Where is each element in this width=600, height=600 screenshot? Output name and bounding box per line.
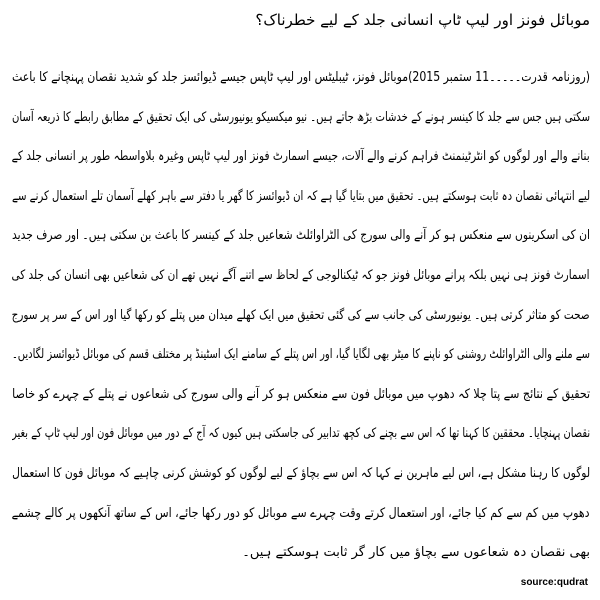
article-line-text: لیے انتہائی نقصان دہ ثابت ہوسکتے ہیں۔ تحقیق میں بتایا گیا ہے کہ ان ڈیوائسز کا گھر یا دفتر سے باہر کھلے آسمان تلے استعمال کرنے سے — [12, 188, 590, 204]
article-line — [12, 137, 590, 177]
article-line-text: تحقیق کے نتائج سے پتا چلا کہ دھوپ میں موبائل فون سے منعکس ہو کر آنے والی سورج کی شعاعوں نے پتلے کے چہرے کو خاصا — [12, 386, 590, 402]
article-line-text: بھی نقصان دہ شعاعوں سے بچاؤ میں کار گر ثابت ہوسکتے ہیں۔ — [242, 545, 590, 561]
article-line — [12, 414, 590, 454]
article-line-text: نقصان پہنچایا۔ محققین کا کہنا تھا کہ اس سے بچنے کی کچھ تدابیر کی جاسکتی ہیں کیوں کہ آج کے دور میں موبائل فون اور لیپ ٹاپ کے بغیر — [12, 426, 590, 442]
article-line — [12, 98, 590, 138]
article-title: موبائل فونز اور لیپ ٹاپ انسانی جلد کے لیے خطرناک؟ — [255, 11, 590, 29]
article-line — [12, 375, 590, 415]
article-body — [12, 58, 590, 573]
article-line-text: دھوپ میں کم سے کم کیا جائے، اور استعمال کرتے وقت چہرے سے موبائل کو دور رکھا جائے، اس کے ساتھ آنکھوں پر کالے چشمے — [12, 505, 590, 521]
source-credit: source:qudrat — [520, 577, 588, 588]
article-line — [12, 335, 590, 375]
article-line — [12, 177, 590, 217]
article-line-text: سے ملنے والی الٹراوائلٹ روشنی کو ناپنے کا میٹر بھی لگایا گیا، اور اس پتلے کے سامنے ایک اسٹینڈ پر مختلف قسم کی موبائل ڈیوائسز لگادیں۔ — [12, 347, 590, 363]
article-line-text: لوگوں کا رہنا مشکل ہے، اس لیے ماہرین نے کہا کہ اس سے بچاؤ کے لیے لوگوں کو کوشش کرنی چاہیے کہ موبائل فون کا استعمال — [12, 465, 590, 481]
article-line — [12, 256, 590, 296]
article-line-text: صحت کو متاثر کرتی ہیں۔ یونیورسٹی کی جانب سے کی گئی تحقیق میں ایک کھلے میدان میں پتلے کو رکھا گیا اور اس کے سر پر سورج — [12, 307, 590, 323]
article-line — [12, 296, 590, 336]
article-line-text: بنانے والے اور لوگوں کو انٹرٹینمنٹ فراہم کرنے والے آلات، جیسے اسمارٹ فونز اور لیپ ٹاپس وغیرہ بلاواسطہ طور پر انسانی جلد کے — [12, 149, 590, 165]
article-line — [12, 216, 590, 256]
article-line-text: ان کی اسکرینوں سے منعکس ہو کر آنے والی سورج کی الٹراوائلٹ شعاعیں جلد کے کینسر کا باعث بن سکتی ہیں۔ اور صرف جدید — [12, 228, 590, 244]
article-line — [12, 58, 590, 98]
article-line — [12, 533, 590, 573]
article-line-text: (روزنامہ قدرت۔۔۔۔۔11 ستمبر 2015)موبائل فونز، ٹیبلیٹس اور لیپ ٹاپس جیسے ڈیوائسز جلد کو شدید نقصان پہنچانے کا باعث — [12, 70, 590, 85]
article-line — [12, 494, 590, 534]
article-line — [12, 454, 590, 494]
article-line-text: اسمارٹ فونز ہی نہیں بلکہ پرانے موبائل فونز جو کہ ٹیکنالوجی کے لحاظ سے اتنے آگے نہیں تھے ان کی شعاعیں بھی انسان کی جلد کی — [12, 267, 590, 283]
article-line-text: سکتی ہیں جس سے جلد کا کینسر ہونے کے خدشات بڑھ جاتے ہیں۔ نیو میکسیکو یونیورسٹی کی ایک تحقیق کے مطابق رابطے کا ذریعہ آسان — [12, 109, 590, 125]
